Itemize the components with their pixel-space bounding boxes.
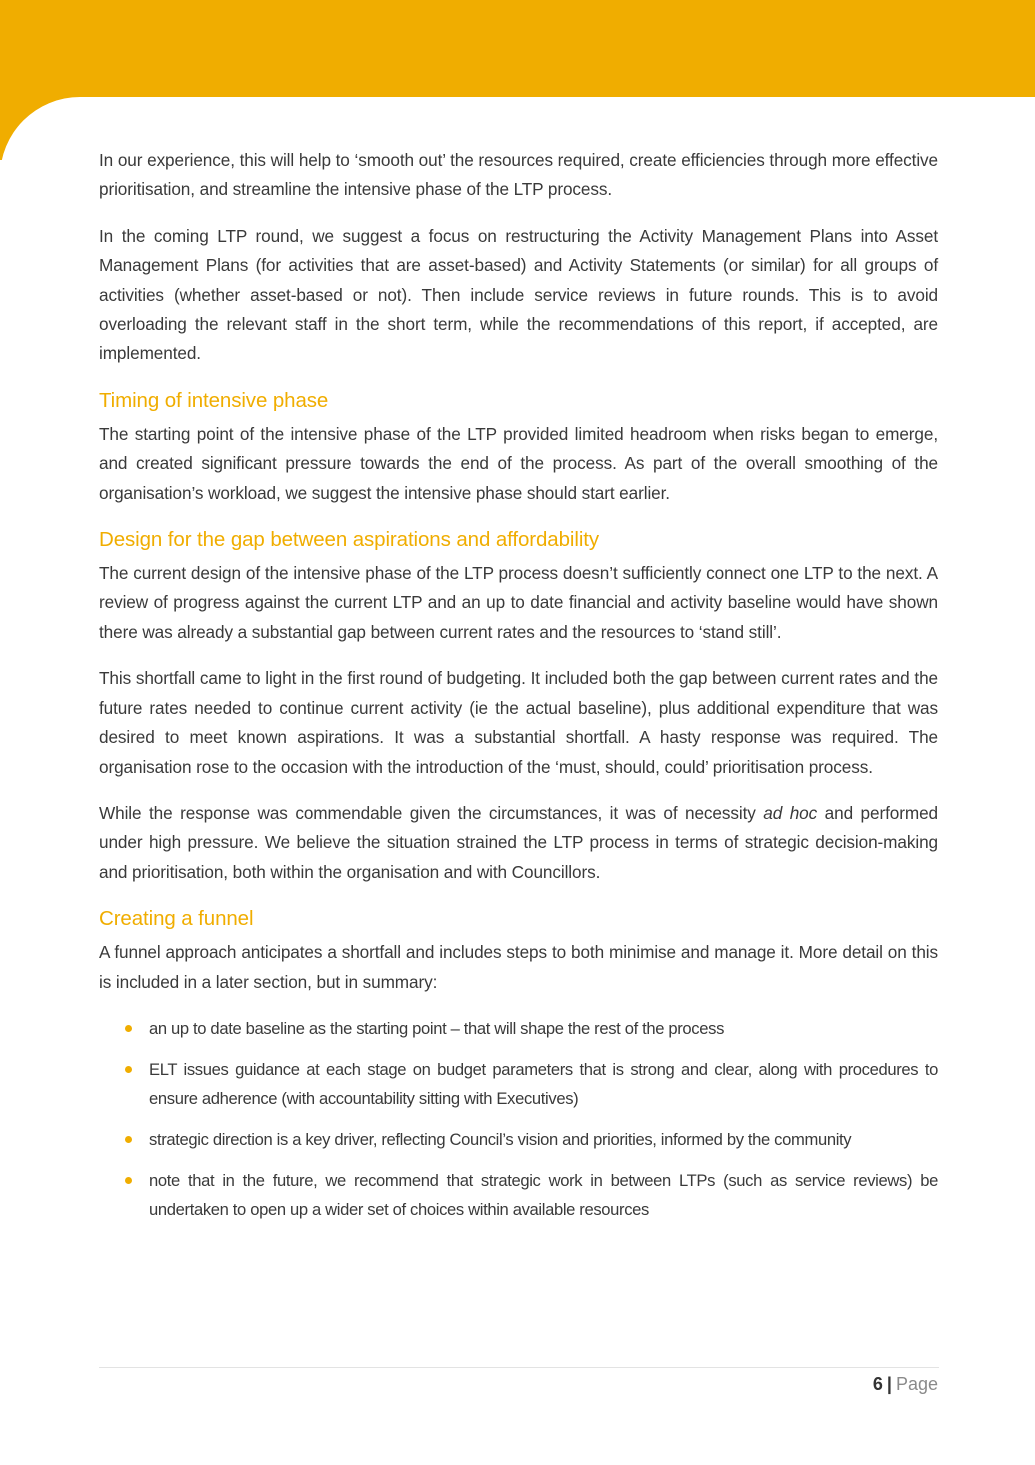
page-separator: | bbox=[886, 1374, 892, 1394]
page-label: Page bbox=[895, 1374, 938, 1394]
paragraph-design-gap-2: This shortfall came to light in the first round of budgeting. It included both the gap between current rates and the future rates needed to continue current activity (ie the actual baseline), plus additional expenditure that was desired to meet known aspirations. It was a substantial shortfall. A hasty response was required. The organisation rose to the occasion with the introduction of the ‘must, should, could’ prioritisation process. bbox=[99, 668, 938, 777]
list-item-text: an up to date baseline as the starting point – that will shape the rest of the process bbox=[149, 1018, 725, 1038]
bullet-dot-icon bbox=[125, 1066, 132, 1073]
heading-creating-funnel: Creating a funnel bbox=[99, 907, 254, 931]
funnel-bullet-list bbox=[99, 1014, 938, 1224]
list-item-text: note that in the future, we recommend that strategic work in between LTPs (such as service reviews) be undertaken to open up a wider set of choices within available resources bbox=[149, 1170, 938, 1219]
paragraph-design-gap-3-end: and performed under high pressure. We believe the situation strained the LTP process in terms of strategic decision-making and prioritisation, both within the organisation and with Councillors. bbox=[99, 802, 938, 882]
bullet-dot-icon bbox=[125, 1177, 132, 1184]
list-item-text: strategic direction is a key driver, reflecting Council’s vision and priorities, informed by the community bbox=[149, 1129, 852, 1149]
document-body bbox=[99, 146, 938, 1236]
paragraph-intro-1: In our experience, this will help to ‘smooth out’ the resources required, create efficiencies through more effective prioritisation, and streamline the intensive phase of the LTP process. bbox=[99, 150, 938, 200]
heading-design-gap: Design for the gap between aspirations and affordability bbox=[99, 528, 600, 552]
page-footer bbox=[873, 1371, 938, 1397]
paragraph-design-gap-1: The current design of the intensive phase of the LTP process doesn’t sufficiently connect one LTP to the next. A review of progress against the current LTP and an up to date financial and activity baseline would have shown there was already a substantial gap between current rates and the resources to ‘stand still’. bbox=[99, 563, 938, 642]
paragraph-design-gap-3-start: While the response was commendable given the circumstances, it was of necessity bbox=[99, 802, 764, 823]
paragraph-intro-2: In the coming LTP round, we suggest a focus on restructuring the Activity Management Plans into Asset Management Plans (for activities that are asset-based) and Activity Statements (or similar) for all groups of activities (whether asset-based or not). Then include service reviews in future rounds. This is to avoid overloading the relevant staff in the short term, while the recommendations of this report, if accepted, are implemented. bbox=[99, 225, 938, 364]
paragraph-design-gap-3 bbox=[99, 799, 938, 887]
list-item bbox=[99, 1055, 938, 1113]
list-item bbox=[99, 1125, 938, 1154]
list-item-text: ELT issues guidance at each stage on budget parameters that is strong and clear, along with procedures to ensure adherence (with accountability sitting with Executives) bbox=[149, 1059, 938, 1108]
bullet-dot-icon bbox=[125, 1136, 132, 1143]
list-item bbox=[99, 1014, 938, 1043]
list-item bbox=[99, 1166, 938, 1224]
page-number: 6 bbox=[872, 1374, 883, 1394]
italic-ad-hoc: ad hoc bbox=[763, 802, 818, 823]
paragraph-timing: The starting point of the intensive phase of the LTP provided limited headroom when risks began to emerge, and created significant pressure towards the end of the process. As part of the overall smoothing of the organisation’s workload, we suggest the intensive phase should start earlier. bbox=[99, 423, 938, 503]
heading-timing-intensive-phase: Timing of intensive phase bbox=[99, 388, 329, 412]
footer-divider bbox=[99, 1367, 939, 1368]
paragraph-funnel: A funnel approach anticipates a shortfall and includes steps to both minimise and manage it. More detail on this is included in a later section, but in summary: bbox=[99, 942, 938, 992]
bullet-dot-icon bbox=[125, 1025, 132, 1032]
